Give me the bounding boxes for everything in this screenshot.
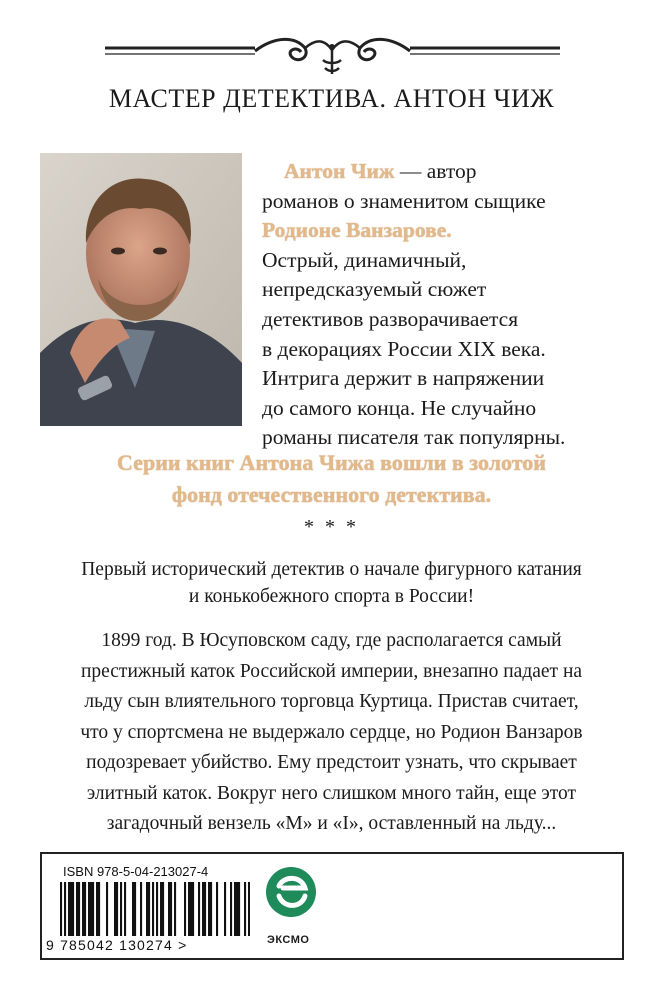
tagline-line: и конькобежного спорта в России! <box>188 586 475 607</box>
author-photo <box>40 153 242 426</box>
barcode-bar <box>68 882 70 936</box>
barcode-bar <box>238 882 240 936</box>
intro-line: Острый, динамичный, <box>262 247 467 272</box>
tagline-line: Первый исторический детектив о начале фигурного катания <box>81 559 582 580</box>
barcode-bar <box>192 882 194 936</box>
barcode-bar <box>60 882 62 936</box>
barcode-bar <box>184 882 186 936</box>
barcode-bar <box>140 882 142 936</box>
blurb-line: подозревает убийство. Ему предстоит узнать, что скрывает <box>86 752 577 773</box>
barcode-bar <box>116 882 118 936</box>
barcode-digits: 9 785042 130274 > <box>46 937 188 953</box>
blurb-line: загадочный вензель «М» и «I», оставленный на льду... <box>106 813 557 834</box>
barcode-bar <box>170 882 172 936</box>
barcode-bar <box>124 882 126 936</box>
barcode-bar <box>96 882 98 936</box>
barcode-bar <box>152 882 154 936</box>
barcode-bar <box>160 882 162 936</box>
barcode-box <box>40 852 624 960</box>
barcode-bar <box>244 882 246 936</box>
publisher-name: ЭКСМО <box>267 934 310 946</box>
barcode-bar <box>204 882 206 936</box>
barcode-bar <box>234 882 236 936</box>
blurb-line: что у спортсмена не выдержало сердце, но Родион Ванзаров <box>80 721 583 743</box>
barcode-bar <box>216 882 218 936</box>
barcode-bar <box>148 882 150 936</box>
barcode-bar <box>82 882 84 936</box>
barcode-bar <box>76 882 78 936</box>
barcode-bar <box>210 882 212 936</box>
barcode-bar <box>208 882 210 936</box>
barcode-bar <box>230 882 232 936</box>
barcode-bar <box>248 882 250 936</box>
barcode-bar <box>190 882 192 936</box>
intro-line: в декорациях России XIX века. <box>262 336 546 361</box>
intro-text: — автор <box>394 159 477 183</box>
barcode-bar <box>198 882 200 936</box>
intro-line <box>262 157 642 187</box>
barcode-bar <box>72 882 74 936</box>
barcode-bar <box>236 882 238 936</box>
author-name: Антон Чиж <box>284 159 395 183</box>
barcode-bar <box>88 882 90 936</box>
barcode-bar <box>78 882 80 936</box>
eksmo-logo-icon <box>265 866 317 918</box>
barcode-bar <box>224 882 226 936</box>
highlight-line: фонд отечественного детектива. <box>171 482 492 507</box>
intro-line: романы писателя так популярны. <box>262 425 566 450</box>
intro-line: непредсказуемый сюжет <box>262 277 487 302</box>
tagline <box>0 556 663 610</box>
series-title: МАСТЕР ДЕТЕКТИВА. АНТОН ЧИЖ <box>108 84 555 113</box>
barcode-bar <box>98 882 100 936</box>
ornamental-divider <box>105 30 560 80</box>
barcode-bar <box>92 882 94 936</box>
barcode-bar <box>114 882 116 936</box>
hero-name: Родионе Ванзарове. <box>262 218 452 243</box>
barcode-bar <box>90 882 92 936</box>
intro-line: детективов разворачивается <box>262 306 519 331</box>
series-highlight <box>0 447 663 511</box>
barcode-bar <box>168 882 170 936</box>
barcode-bar <box>106 882 108 936</box>
intro-line: Интрига держит в напряжении <box>262 366 545 391</box>
barcode-bar <box>188 882 190 936</box>
intro-line: романов о знаменитом сыщике <box>262 188 546 213</box>
barcode-bar <box>156 882 158 936</box>
barcode-bar <box>162 882 164 936</box>
barcode-graphic <box>60 882 250 940</box>
isbn-label: ISBN 978-5-04-213027-4 <box>63 864 209 879</box>
barcode-bar <box>202 882 204 936</box>
section-separator: * * * <box>304 516 359 538</box>
barcode-bar <box>174 882 176 936</box>
blurb-line: престижный каток Российской империи, внезапно падает на <box>80 660 583 682</box>
blurb-line: льду сын влиятельного торговца Куртица. Пристав считает, <box>84 691 579 712</box>
blurb-line: 1899 год. В Юсуповском саду, где располагается самый <box>101 630 562 651</box>
book-blurb <box>0 626 663 840</box>
barcode-bar <box>84 882 86 936</box>
barcode-bar <box>64 882 66 936</box>
blurb-line: элитный каток. Вокруг него слишком много тайн, еще этот <box>86 782 577 804</box>
highlight-line: Серии книг Антона Чижа вошли в золотой <box>117 450 546 475</box>
barcode-bar <box>146 882 148 936</box>
author-intro <box>262 157 642 453</box>
barcode-bar <box>70 882 72 936</box>
intro-line: до самого конца. Не случайно <box>262 395 537 420</box>
barcode-bar <box>132 882 134 936</box>
barcode-bar <box>134 882 136 936</box>
barcode-bar <box>120 882 122 936</box>
